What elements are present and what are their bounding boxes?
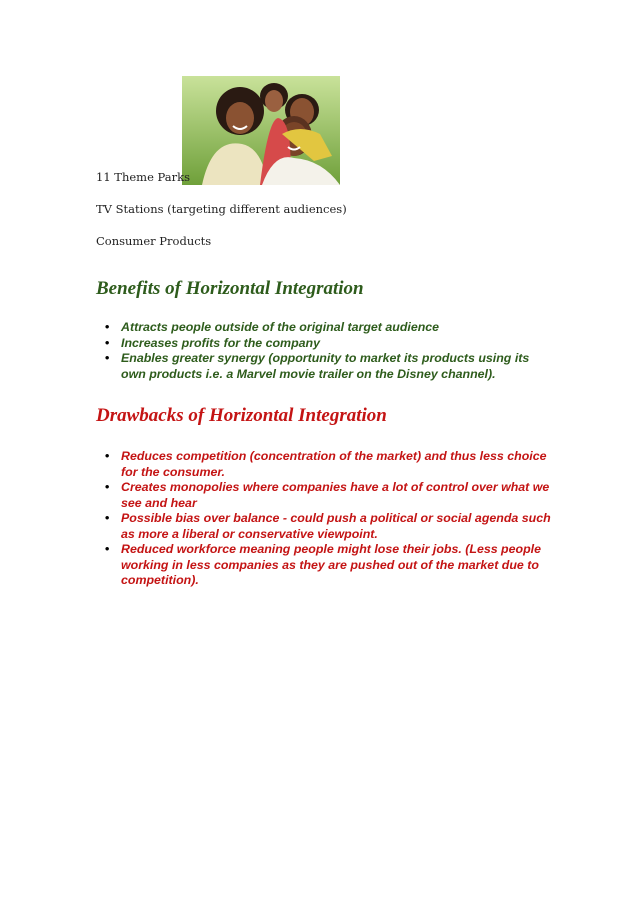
bullet-icon: • bbox=[105, 449, 110, 463]
drawback-text: Creates monopolies where companies have a lot of control over what we see and hear bbox=[121, 480, 550, 510]
bullet-icon: • bbox=[105, 511, 110, 525]
intro-line-consumer-products: Consumer Products bbox=[96, 234, 212, 248]
benefit-text: Increases profits for the company bbox=[121, 335, 320, 350]
family-photo-illustration bbox=[182, 76, 340, 185]
benefits-list bbox=[96, 320, 556, 382]
list-item bbox=[96, 449, 556, 480]
bullet-icon: • bbox=[105, 320, 110, 334]
list-item bbox=[96, 320, 556, 336]
drawback-text: Reduces competition (concentration of the market) and thus less choice for the consumer. bbox=[121, 449, 547, 479]
intro-line-tv-stations: TV Stations (targeting different audiences) bbox=[96, 202, 347, 216]
drawback-text: Possible bias over balance - could push a political or social agenda such as more a liberal or conservative viewpoint. bbox=[121, 511, 551, 541]
list-item bbox=[96, 480, 556, 511]
bullet-icon: • bbox=[105, 480, 110, 494]
drawbacks-list bbox=[96, 449, 556, 589]
drawbacks-heading: Drawbacks of Horizontal Integration bbox=[96, 405, 387, 426]
intro-line-theme-parks: 11 Theme Parks bbox=[96, 170, 190, 184]
list-item bbox=[96, 336, 556, 352]
bullet-icon: • bbox=[105, 351, 110, 365]
list-item bbox=[96, 542, 556, 589]
bullet-icon: • bbox=[105, 542, 110, 556]
list-item bbox=[96, 351, 556, 382]
benefit-text: Enables greater synergy (opportunity to market its products using its own products i.e. a Marvel movie trailer on the Disney channel). bbox=[121, 351, 530, 381]
list-item bbox=[96, 511, 556, 542]
bullet-icon: • bbox=[105, 335, 110, 350]
family-photo bbox=[182, 76, 340, 185]
benefits-heading: Benefits of Horizontal Integration bbox=[96, 278, 364, 299]
benefit-text: Attracts people outside of the original target audience bbox=[121, 320, 440, 334]
drawback-text: Reduced workforce meaning people might lose their jobs. (Less people working in less companies as they are pushed out of the market due to competition). bbox=[121, 542, 541, 587]
